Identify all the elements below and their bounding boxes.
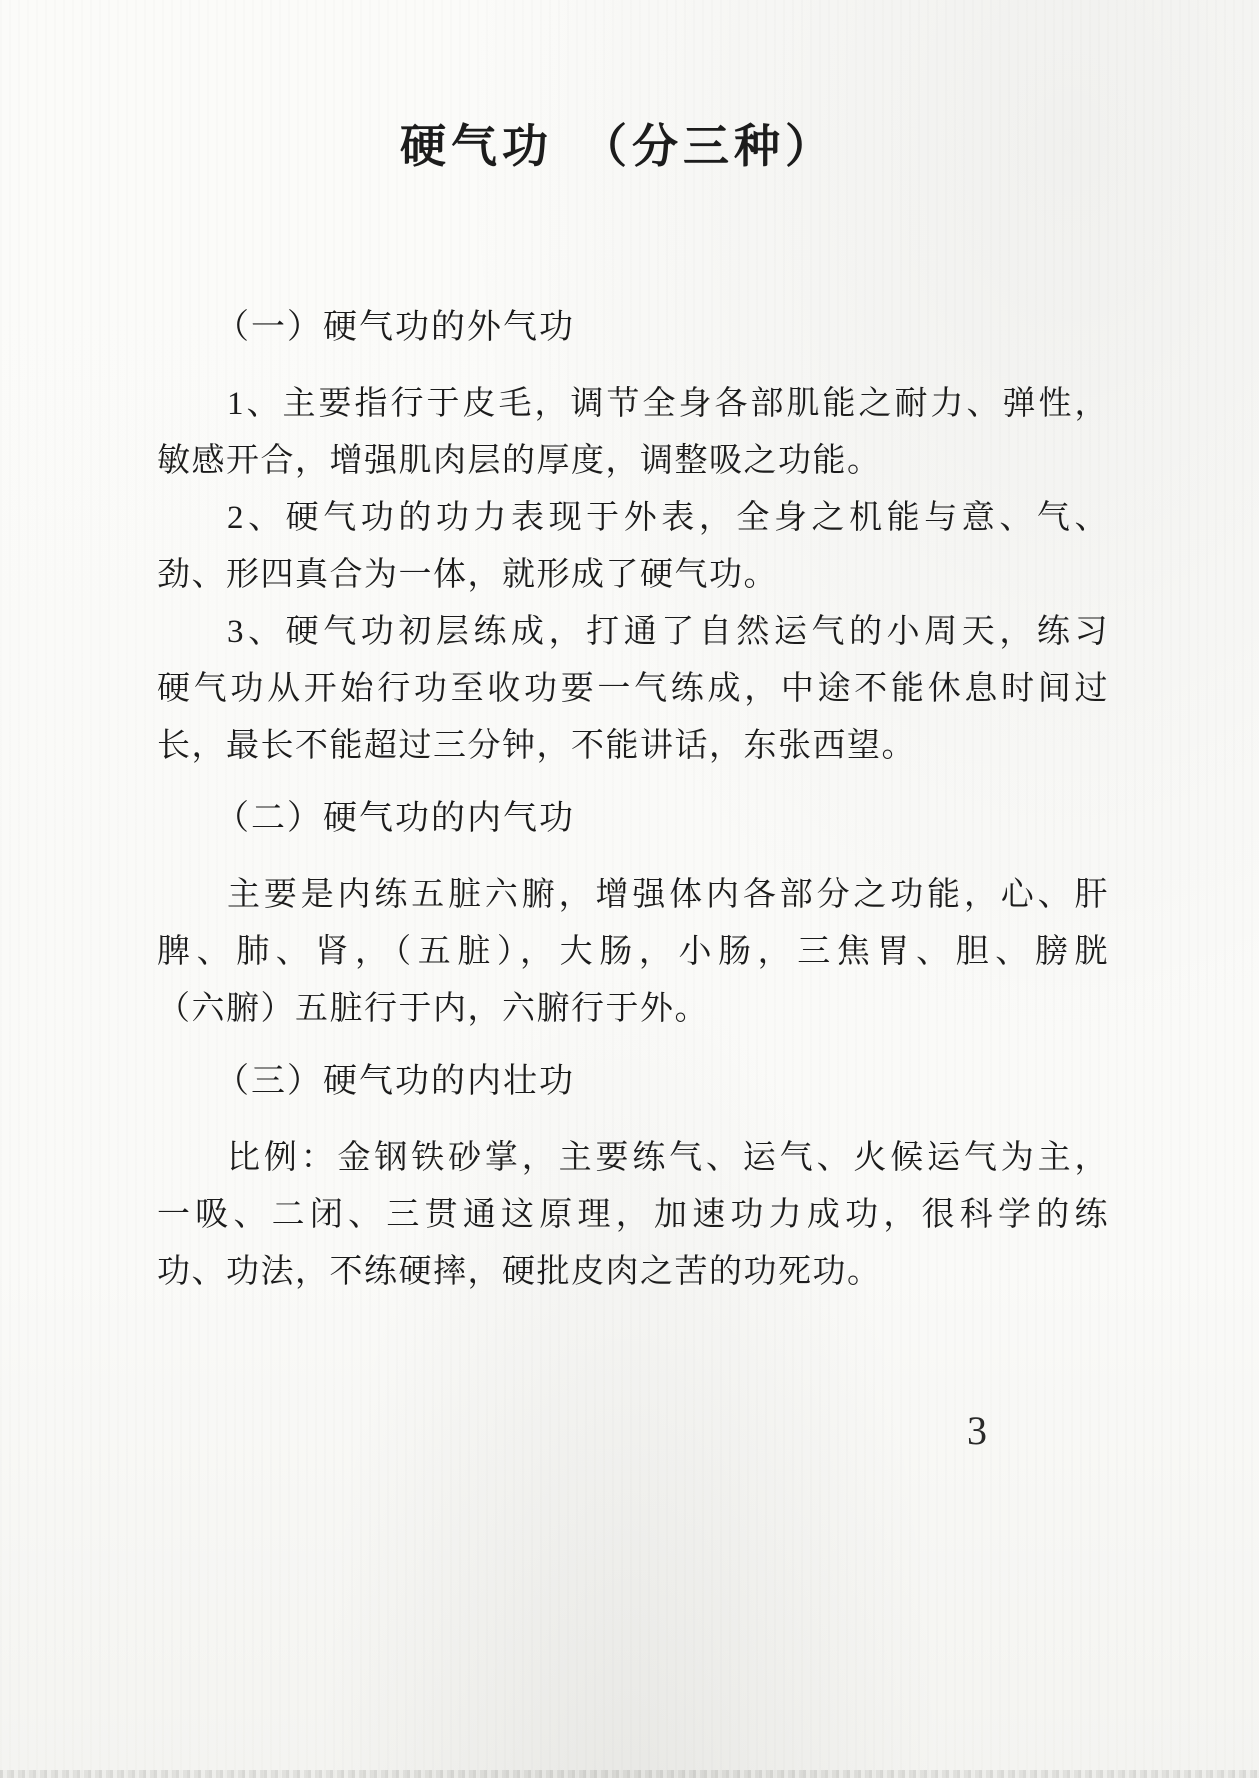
paragraph: [157, 867, 1109, 1038]
section-outer-qigong: [157, 304, 1109, 775]
text-line: 一吸、二闭、三贯通这原理，加速功力成功，很科学的练: [157, 1197, 1109, 1233]
paragraph: [157, 604, 1109, 775]
page-number: 3: [967, 1408, 987, 1453]
paragraph: [157, 490, 1109, 604]
text-line: 脾、肺、肾，（五脏），大肠，小肠，三焦胃、胆、膀胱: [157, 934, 1109, 970]
text-line: 长，最长不能超过三分钟，不能讲话，东张西望。: [157, 728, 916, 764]
text-line: 比例：金钢铁砂掌，主要练气、运气、火候运气为主，: [227, 1140, 1109, 1176]
paragraph: [157, 1130, 1109, 1301]
text-line: 3、硬气功初层练成，打通了自然运气的小周天，练习: [227, 614, 1109, 650]
text-line: 硬气功从开始行功至收功要一气练成，中途不能休息时间过: [157, 671, 1109, 707]
section-heading: （二）硬气功的内气功: [215, 800, 575, 837]
section-heading: （一）硬气功的外气功: [215, 309, 575, 346]
text-line: 劲、形四真合为一体，就形成了硬气功。: [157, 557, 778, 593]
text-line: （六腑）五脏行于内，六腑行于外。: [157, 991, 709, 1027]
text-line: 功、功法，不练硬摔，硬批皮肉之苦的功死功。: [157, 1254, 882, 1290]
text-line: 2、硬气功的功力表现于外表，全身之机能与意、气、: [227, 500, 1109, 536]
text-line: 1、主要指行于皮毛，调节全身各部肌能之耐力、弹性，: [227, 386, 1109, 422]
text-line: 敏感开合，增强肌肉层的厚度，调整吸之功能。: [157, 443, 882, 479]
document-title: 硬气功 （分三种）: [400, 121, 836, 172]
section-heading: （三）硬气功的内壮功: [215, 1063, 575, 1100]
text-line: 主要是内练五脏六腑，增强体内各部分之功能，心、肝: [227, 877, 1109, 913]
paragraph: [157, 376, 1109, 490]
section-inner-qigong: [157, 795, 1109, 1038]
section-inner-strength: [157, 1058, 1109, 1301]
